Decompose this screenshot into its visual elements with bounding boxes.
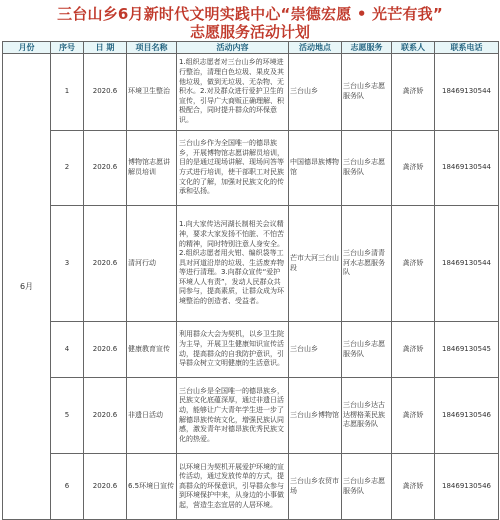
row-number: 3 (51, 206, 84, 322)
row-date: 2020.6 (84, 322, 127, 378)
row-service: 三台山乡清青河水志愿服务队 (342, 206, 392, 322)
row-phone: 18469130545 (435, 322, 499, 378)
row-number: 2 (51, 131, 84, 206)
row-service: 三台山乡志愿服务队 (342, 54, 392, 131)
row-contact: 龚济娇 (392, 378, 435, 454)
row-date: 2020.6 (84, 54, 127, 131)
row-content: 1.组织志愿者对三台山乡的环境进行整治，清理白色垃圾、果皮及其他垃圾，做到无垃圾、无杂物、无积水。2.对及群众进行爱护卫生的宣传，引导广大商贩正确理解、积极配合，同时提升群众的环保意识。 (177, 54, 289, 131)
month-cell: 6月 (3, 54, 51, 520)
row-date: 2020.6 (84, 378, 127, 454)
header-content: 活动内容 (177, 42, 289, 54)
header-month: 月份 (3, 42, 51, 54)
header-phone: 联系电话 (435, 42, 499, 54)
row-place: 三台山乡 (289, 54, 342, 131)
row-contact: 龚济娇 (392, 322, 435, 378)
header-place: 活动地点 (289, 42, 342, 54)
row-phone: 18469130546 (435, 454, 499, 520)
row-phone: 18469130544 (435, 206, 499, 322)
row-phone: 18469130544 (435, 54, 499, 131)
row-place: 中国德昂族博物馆 (289, 131, 342, 206)
row-number: 1 (51, 54, 84, 131)
row-content: 三台山乡作为全国唯一的德昂族乡，开展博物馆志愿讲解员培训，目的是通过现场讲解、现场问答等方式进行培训，使干部职工对民族文化的了解，加强对民族文化的传承和弘扬。 (177, 131, 289, 206)
header-date: 日 期 (84, 42, 127, 54)
row-number: 6 (51, 454, 84, 520)
row-service: 三台山乡达古达楞格莱民族志愿服务队 (342, 378, 392, 454)
row-place: 三台山乡农贸市场 (289, 454, 342, 520)
row-content: 利用群众大会为契机，以乡卫生院为主导，开展卫生健康知识宣传活动，提高群众的自我防护意识，引导群众树立文明健康的生活意识。 (177, 322, 289, 378)
row-place: 三台山乡博物馆 (289, 378, 342, 454)
row-service: 三台山乡志愿服务队 (342, 454, 392, 520)
header-contact: 联系人 (392, 42, 435, 54)
header-number: 序号 (51, 42, 84, 54)
row-contact: 龚济娇 (392, 206, 435, 322)
table-row (3, 322, 499, 378)
header-project-name: 项目名称 (127, 42, 177, 54)
table-header-row (3, 42, 499, 54)
row-project-name: 健康教育宣传 (127, 322, 177, 378)
row-content: 三台山乡是全国唯一的德昂族乡，民族文化底蕴深厚，通过非遗日活动，能够让广大青年学生进一步了解德昂族传统文化，增强民族认同感，激发青年对德昂族优秀民族文化的热爱。 (177, 378, 289, 454)
table-row (3, 54, 499, 131)
row-service: 三台山乡志愿服务队 (342, 131, 392, 206)
document-title: 三台山乡6月新时代文明实践中心“崇德宏愿 • 光芒有我” (57, 5, 443, 23)
row-date: 2020.6 (84, 454, 127, 520)
row-project-name: 非遗日活动 (127, 378, 177, 454)
row-contact: 龚济娇 (392, 454, 435, 520)
row-number: 4 (51, 322, 84, 378)
row-date: 2020.6 (84, 206, 127, 322)
row-project-name: 清河行动 (127, 206, 177, 322)
row-content: 以环境日为契机开展爱护环境的宣传活动，通过发放传单的方式，提高群众的环保意识，引导群众参与到环境保护中来，从身边的小事做起，营造生态宜居的人居环境。 (177, 454, 289, 520)
row-phone: 18469130544 (435, 131, 499, 206)
row-contact: 龚济娇 (392, 54, 435, 131)
row-project-name: 环境卫生整治 (127, 54, 177, 131)
table-row (3, 131, 499, 206)
row-place: 三台山乡 (289, 322, 342, 378)
row-project-name: 博物馆志愿讲解员培训 (127, 131, 177, 206)
row-project-name: 6.5环境日宣传 (127, 454, 177, 520)
row-contact: 龚济娇 (392, 131, 435, 206)
row-date: 2020.6 (84, 131, 127, 206)
table-row (3, 454, 499, 520)
table-row (3, 378, 499, 454)
activity-plan-table (2, 41, 499, 520)
document-subtitle: 志愿服务活动计划 (189, 23, 310, 41)
header-volunteer-service: 志愿服务 (342, 42, 392, 54)
row-phone: 18469130546 (435, 378, 499, 454)
row-content: 1.向大家传达河湖长制相关会议精神，要求大家发扬不怕脏、不怕苦的精神，同时特别注意人身安全。2.组织志愿者用火钳、编织袋等工具对河道沿岸的垃圾、生活废弃物等进行清理。3.向群众宣传“爱护环境人人有责”，发动人民群众共同参与，提高素质，让群众成为环境整治的创造者、受益者。 (177, 206, 289, 322)
table-row (3, 206, 499, 322)
row-service: 三台山乡志愿服务队 (342, 322, 392, 378)
row-number: 5 (51, 378, 84, 454)
row-place: 芒市大河三台山段 (289, 206, 342, 322)
